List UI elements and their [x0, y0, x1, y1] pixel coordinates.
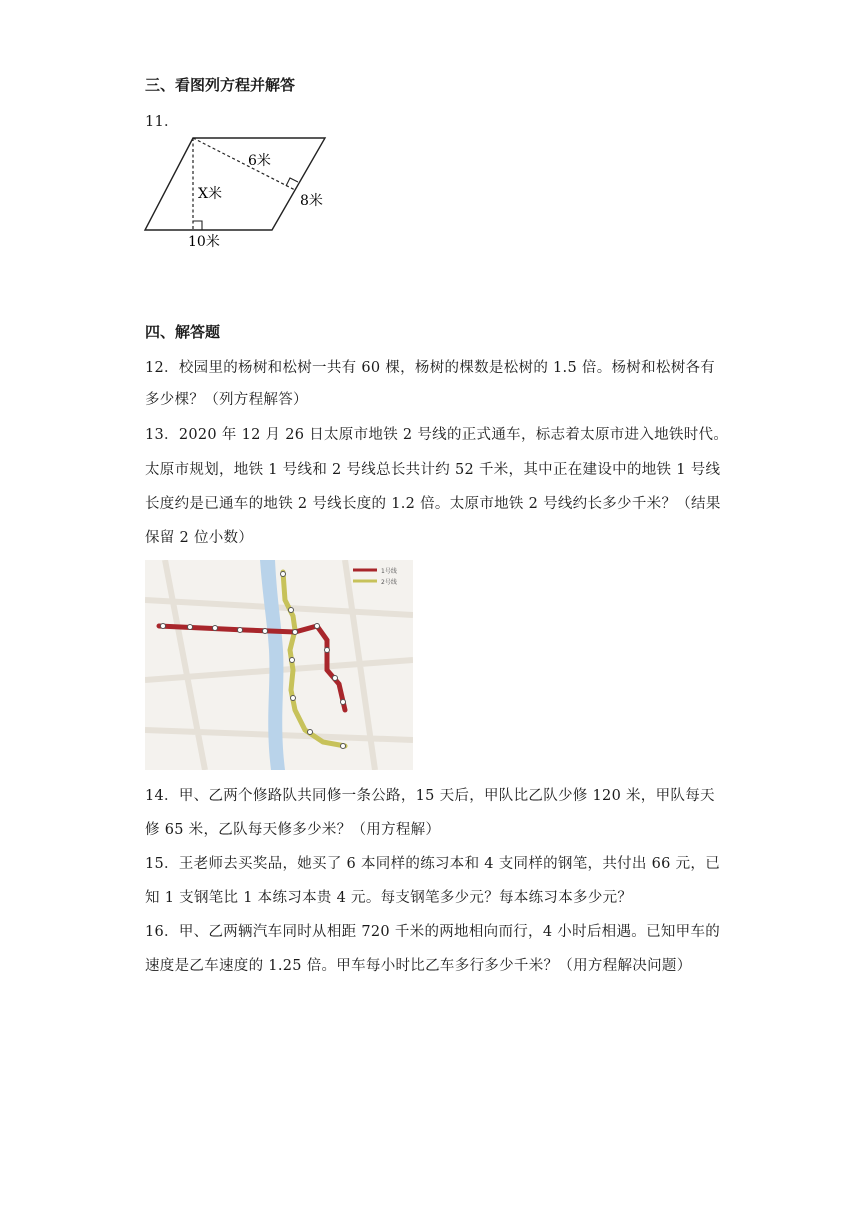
section-heading-4: 四、解答题 — [145, 323, 221, 341]
question-11-number: 11． — [145, 114, 179, 130]
question-13-line-3: 长度约是已通车的地铁 2 号线长度的 1.2 倍。太原市地铁 2 号线约长多少千米？（结果 — [145, 496, 721, 512]
metro-map-image — [145, 560, 413, 770]
label-10m: 10米 — [188, 234, 220, 250]
legend-line1-label: 1号线 — [381, 568, 397, 575]
question-13-line-1: 13．2020 年 12 月 26 日太原市地铁 2 号线的正式通车，标志着太原市进入地铁时代。 — [145, 427, 729, 443]
question-14-line-2: 修 65 米，乙队每天修多少米？（用方程解） — [145, 822, 441, 838]
question-15-line-1: 15．王老师去买奖品，她买了 6 本同样的练习本和 4 支同样的钢笔，共付出 66 元，已 — [145, 856, 721, 872]
right-angle-mark-side — [286, 178, 298, 186]
legend-line2-label: 2号线 — [381, 579, 397, 586]
question-16-line-2: 速度是乙车速度的 1.25 倍。甲车每小时比乙车多行多少千米？（用方程解决问题） — [145, 958, 692, 974]
question-13-line-2: 太原市规划，地铁 1 号线和 2 号线总长共计约 52 千米，其中正在建设中的地铁 1 号线 — [145, 462, 721, 478]
question-15-line-2: 知 1 支钢笔比 1 本练习本贵 4 元。每支钢笔多少元？每本练习本多少元？ — [145, 890, 633, 906]
right-angle-mark-base — [193, 221, 202, 230]
question-13-line-4: 保留 2 位小数） — [145, 530, 254, 546]
label-x-meters: X米 — [198, 186, 222, 202]
parallelogram-figure — [140, 132, 340, 252]
perpendicular-line — [193, 138, 295, 190]
question-16-line-1: 16．甲、乙两辆汽车同时从相距 720 千米的两地相向而行，4 小时后相遇。已知甲车的 — [145, 924, 721, 940]
question-12-line-1: 12．校园里的杨树和松树一共有 60 棵，杨树的棵数是松树的 1.5 倍。杨树和松树各有 — [145, 360, 716, 376]
question-12-line-2: 多少棵？（列方程解答） — [145, 392, 308, 408]
parallelogram-outline — [145, 138, 325, 230]
label-6m: 6米 — [248, 153, 271, 169]
label-8m: 8米 — [300, 193, 323, 209]
question-14-line-1: 14．甲、乙两个修路队共同修一条公路，15 天后，甲队比乙队少修 120 米，甲队每天 — [145, 788, 715, 804]
section-heading-3: 三、看图列方程并解答 — [145, 76, 296, 94]
